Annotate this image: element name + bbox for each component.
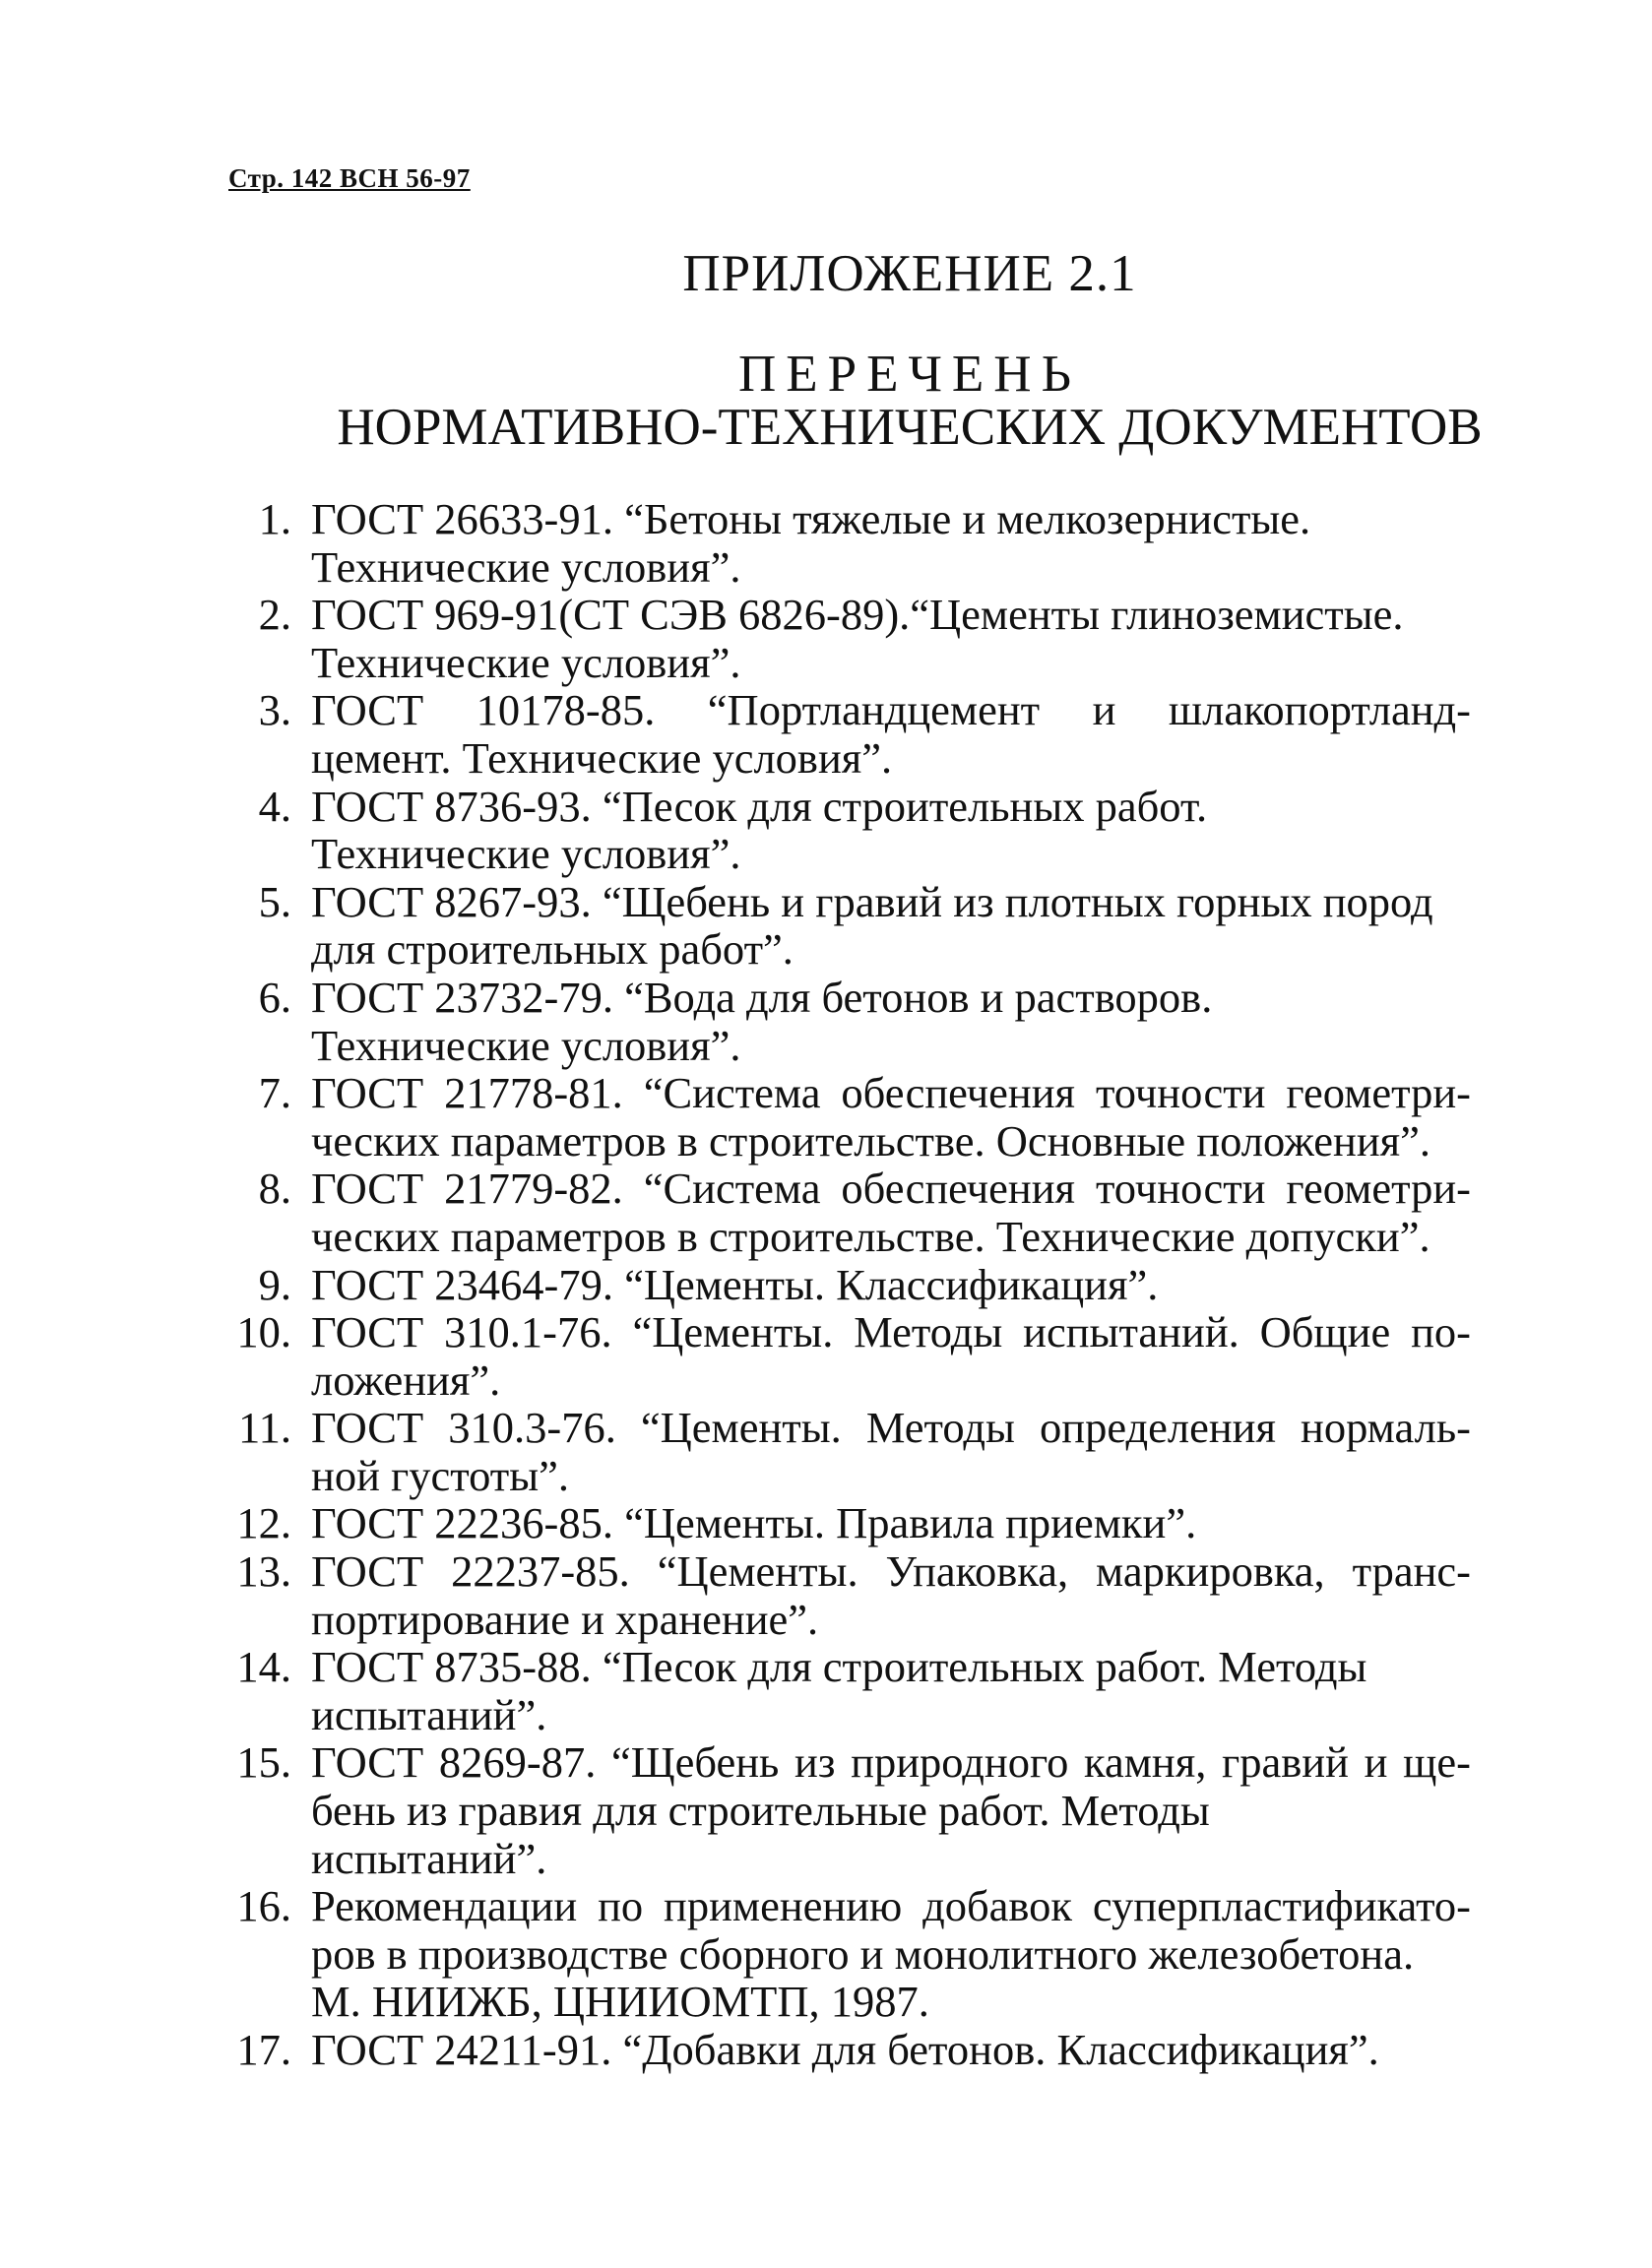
list-item [232, 1499, 1471, 1547]
list-item-number: 5. [258, 876, 291, 926]
documents-list [232, 495, 1471, 2074]
list-item-line: ГОСТ 21779-82. “Система обеспечения точности геометри- [311, 1164, 1471, 1214]
list-item-number: 12. [236, 1498, 291, 1548]
list-item-text [311, 1261, 1471, 1309]
page-header: Стр. 142 ВСН 56-97 [228, 163, 471, 193]
list-item-line: Технические условия”. [311, 637, 741, 687]
list-item-line: цемент. Технические условия”. [311, 732, 893, 783]
list-item-line: ной густоты”. [311, 1450, 570, 1500]
list-item-line: Рекомендации по применению добавок суперпластификато- [311, 1881, 1471, 1931]
list-item-text [311, 495, 1471, 591]
list-item-line: ГОСТ 969-91(СТ СЭВ 6826-89).“Цементы глиноземистые. [311, 590, 1404, 640]
list-item-line: ГОСТ 10178-85. “Портландцемент и шлакопортланд- [311, 685, 1471, 735]
list-item-number: 2. [258, 590, 291, 640]
appendix-title: ПРИЛОЖЕНИЕ 2.1 [682, 245, 1137, 302]
list-item [232, 1069, 1471, 1165]
list-item-line: портирование и хранение”. [311, 1594, 819, 1644]
list-item-line: ГОСТ 8269-87. “Щебень из природного камня, гравий и ще- [311, 1737, 1471, 1788]
list-item-line: ГОСТ 8736-93. “Песок для строительных работ. [311, 781, 1208, 831]
list-item-text [311, 1499, 1471, 1547]
list-item-line: ров в производстве сборного и монолитного железобетона. [311, 1928, 1415, 1979]
list-item-text [311, 1404, 1471, 1499]
list-item-text [311, 1308, 1471, 1404]
list-item [232, 878, 1471, 974]
list-item-line: ческих параметров в строительстве. Технические допуски”. [311, 1211, 1430, 1261]
list-item-number: 11. [238, 1403, 291, 1453]
list-item-number: 15. [236, 1737, 291, 1788]
list-item-text [311, 974, 1471, 1069]
list-item-number: 10. [236, 1307, 291, 1357]
list-item-text [311, 1738, 1471, 1882]
list-item-line: испытаний”. [311, 1689, 547, 1739]
list-item-line: ГОСТ 310.1-76. “Цементы. Методы испытаний. Общие по- [311, 1307, 1471, 1357]
list-item-number: 8. [258, 1164, 291, 1214]
list-item [232, 1404, 1471, 1499]
list-item-number: 9. [258, 1259, 291, 1309]
list-item-text [311, 591, 1471, 686]
list-item-text [311, 686, 1471, 782]
list-item-line: ГОСТ 22237-85. “Цементы. Упаковка, маркировка, транс- [311, 1546, 1471, 1597]
list-item-line: Технические условия”. [311, 541, 741, 592]
list-item-line: для строительных работ”. [311, 924, 794, 975]
list-item [232, 1308, 1471, 1404]
list-item [232, 783, 1471, 878]
list-item-number: 14. [236, 1642, 291, 1692]
list-item-number: 3. [258, 685, 291, 735]
list-item [232, 1165, 1471, 1260]
list-item-text [311, 1882, 1471, 2026]
list-item-number: 1. [258, 494, 291, 543]
list-item [232, 1882, 1471, 2026]
list-item-line: ГОСТ 310.3-76. “Цементы. Методы определения нормаль- [311, 1403, 1471, 1453]
list-item-line: ГОСТ 26633-91. “Бетоны тяжелые и мелкозернистые. [311, 494, 1311, 543]
list-item-text [311, 1069, 1471, 1165]
list-item [232, 591, 1471, 686]
list-item-number: 4. [258, 781, 291, 831]
list-item-line: испытаний”. [311, 1833, 547, 1883]
list-item [232, 1261, 1471, 1309]
list-item-line: ГОСТ 8267-93. “Щебень и гравий из плотных горных пород [311, 876, 1433, 926]
list-item-text [311, 1547, 1471, 1643]
list-item-number: 6. [258, 972, 291, 1022]
list-item-line: М. НИИЖБ, ЦНИИОМТП, 1987. [311, 1977, 929, 2027]
list-item-text [311, 2026, 1471, 2074]
list-item [232, 1738, 1471, 1882]
list-item [232, 2026, 1471, 2074]
list-item-line: ГОСТ 8735-88. “Песок для строительных работ. Методы [311, 1642, 1367, 1692]
list-title-spaced: ПЕРЕЧЕНЬ [737, 346, 1082, 403]
list-item-text [311, 1165, 1471, 1260]
list-item-line: Технические условия”. [311, 1020, 741, 1070]
list-item [232, 495, 1471, 591]
list-item [232, 1547, 1471, 1643]
list-item-line: ческих параметров в строительстве. Основные положения”. [311, 1115, 1431, 1166]
list-item-line: Технические условия”. [311, 829, 741, 879]
list-item-line: ГОСТ 23464-79. “Цементы. Классификация”. [311, 1259, 1159, 1309]
list-item-number: 7. [258, 1068, 291, 1118]
list-item-number: 13. [236, 1546, 291, 1597]
list-item-line: ложения”. [311, 1354, 501, 1405]
list-item [232, 686, 1471, 782]
list-item-line: ГОСТ 24211-91. “Добавки для бетонов. Классификация”. [311, 2025, 1379, 2074]
list-item-line: ГОСТ 22236-85. “Цементы. Правила приемки”. [311, 1498, 1197, 1548]
list-item-number: 17. [236, 2025, 291, 2074]
list-item-text [311, 878, 1471, 974]
list-item-line: бень из гравия для строительные работ. Методы [311, 1786, 1210, 1836]
list-item [232, 1643, 1471, 1738]
list-item [232, 974, 1471, 1069]
list-item-text [311, 783, 1471, 878]
list-item-text [311, 1643, 1471, 1738]
list-item-number: 16. [236, 1881, 291, 1931]
list-title: НОРМАТИВНО-ТЕХНИЧЕСКИХ ДОКУМЕНТОВ [337, 399, 1483, 456]
list-item-line: ГОСТ 23732-79. “Вода для бетонов и растворов. [311, 972, 1213, 1022]
list-item-line: ГОСТ 21778-81. “Система обеспечения точности геометри- [311, 1068, 1471, 1118]
